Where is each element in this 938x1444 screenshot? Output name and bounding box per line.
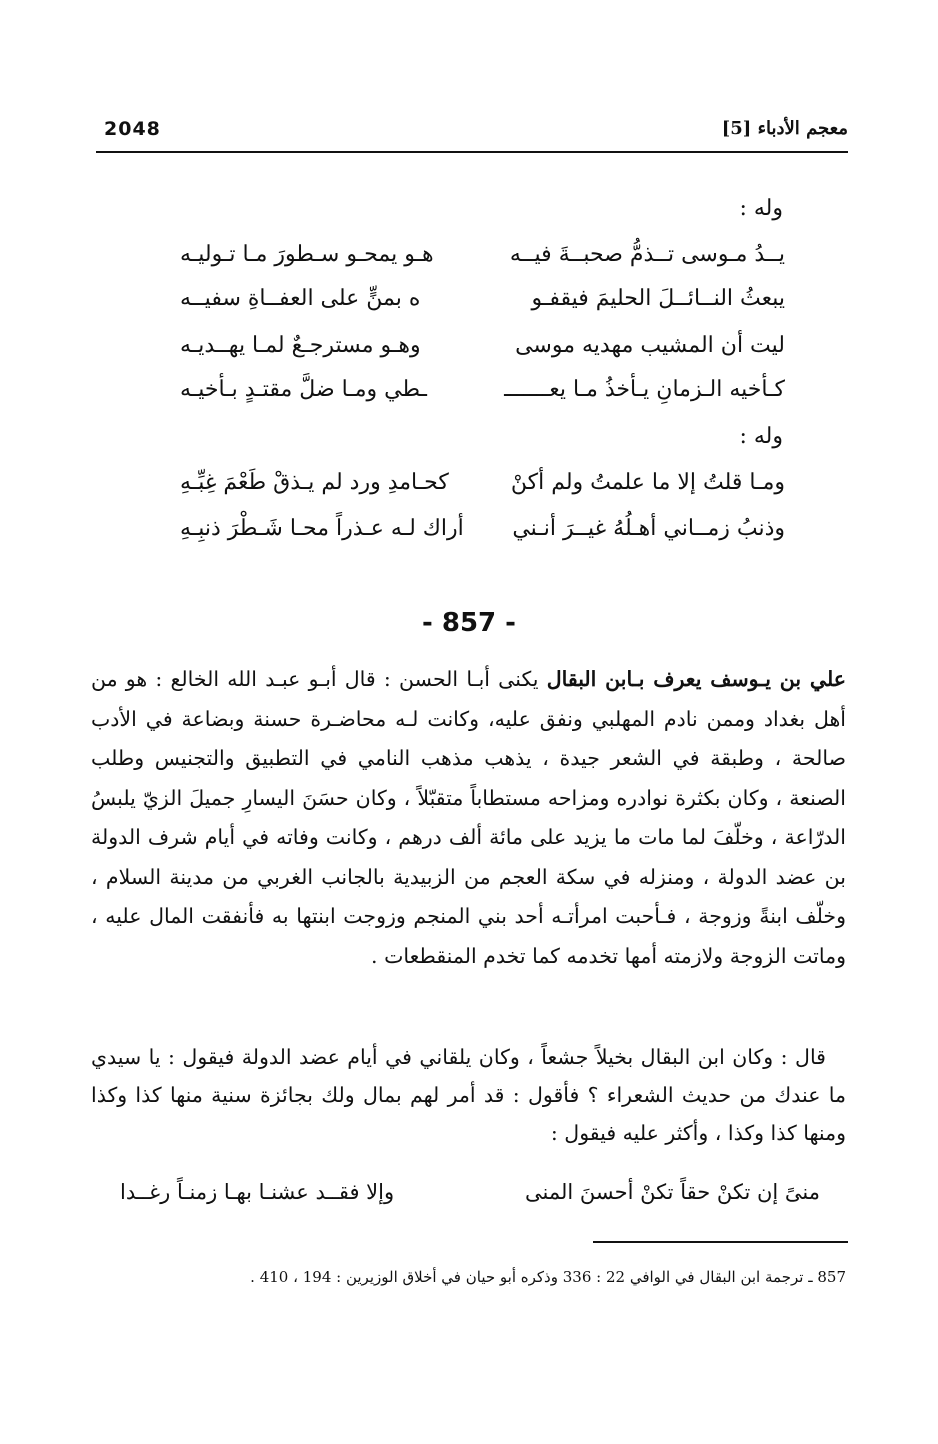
verse-second-hemistich: ه بمنٍّ على العفــاةِ سفيــه — [180, 286, 421, 311]
verse-second-hemistich: ـطي ومـا ضلَّ مقتـدٍ بـأخيـه — [180, 377, 427, 402]
verse-second-hemistich: وهـو مسترجـعٌ لمـا يهــديـه — [180, 333, 421, 358]
poem1-verse-4 — [150, 377, 785, 417]
poem1-verse-3 — [150, 333, 785, 373]
poem1-label: وله : — [739, 196, 783, 221]
biography-paragraph — [91, 660, 846, 976]
verse-first-hemistich: ومـا قلتُ إلا ما علمتُ ولم أكنْ — [510, 470, 785, 495]
biography-subject-name: علي بن يـوسف يعرف بـابن البقال — [546, 667, 846, 691]
verse-second-hemistich: أراك لـه عـذراً محـا شَـطْرَ ذنبِـهِ — [180, 516, 464, 541]
verse-second-hemistich: هـو يمحـو سـطورَ مـا تـوليـه — [180, 242, 434, 267]
page-number: 2048 — [104, 118, 161, 140]
header-rule — [96, 151, 848, 153]
section-number: - 857 - — [422, 608, 516, 638]
verse-first-hemistich: كـأخيه الـزمانِ يـأخذُ مـا يعـــــــ — [504, 377, 785, 402]
verse-first-hemistich: ليت أن المشيب مهديه موسى — [515, 333, 785, 358]
closing-verse — [120, 1180, 820, 1220]
poem2-verse-1 — [150, 470, 785, 510]
page-header — [96, 118, 848, 150]
footnote: 857 ـ ترجمة ابن البقال في الوافي 22 : 336 وذكره أبو حيان في أخلاق الوزيرين : 194 ، 410 . — [250, 1268, 846, 1286]
verse-first-hemistich: منىً إن تكنْ حقاً تكنْ أحسنَ المنى — [524, 1180, 820, 1204]
biography-text: يكنى أبـا الحسن : قال أبـو عبـد الله الخالع : هو من أهل بغداد وممن نادم المهلبي ونفق عليه، وكانت لـه محاضـرة حسنة وبضاعة في الأدب صالحة ، وطبقة في الشعر جيدة ، يذهب مذهب النامي في التطبيق والتجنيس وطلب الصنعة ، وكان بكثرة نوادره ومزاحه مستطاباً متقبّلاً ، وكان حسَنَ اليسارِ جميلَ الزيّ يلبسُ الدرّاعة ، وخلّفَ لما مات ما يزيد على مائة ألف درهم ، وكانت وفاته في أيام شرف الدولة بن عضد الدولة ، ومنزله في سكة العجم من الزبيدية بالجانب الغربي من مدينة السلام ، وخلّف ابنةً وزوجة ، فـأحبت امرأتـه أحد بني المنجم وزوجت ابنتها به فأنفقت المال عليه ، وماتت الزوجة ولازمته أمها تخدمه كما تخدم المنقطعات . — [91, 667, 846, 968]
verse-first-hemistich: يبعثُ النــائــلَ الحليمَ فيقفـو — [531, 286, 785, 311]
verse-first-hemistich: وذنبُ زمــاني أهـلُهُ غيــرَ أنـني — [512, 516, 785, 541]
poem1-verse-1 — [150, 242, 785, 282]
running-title: معجم الأدباء [5] — [721, 118, 848, 139]
verse-second-hemistich: كحـامدِ ورد لم يـذقْ طَعْمَ غِبِّـهِ — [180, 470, 449, 495]
poem2-verse-2 — [150, 516, 785, 556]
verse-first-hemistich: يــدُ مـوسى تــذمُّ صحبــةَ فيــه — [509, 242, 785, 267]
verse-second-hemistich: وإلا فقــد عشنـا بهـا زمنـاً رغــدا — [120, 1180, 395, 1204]
poem2-label: وله : — [739, 424, 783, 449]
poem1-verse-2 — [150, 286, 785, 326]
footnote-rule — [593, 1241, 848, 1243]
anecdote-paragraph: قال : وكان ابن البقال بخيلاً جشعاً ، وكان يلقاني في أيام عضد الدولة فيقول : يا سيدي ما عندك من حديث الشعراء ؟ فأقول : قد أمر لهم بمال ولك بجائزة سنية منها كذا وكذا ومنها كذا وكذا ، وأكثر عليه فيقول : — [91, 1045, 846, 1145]
